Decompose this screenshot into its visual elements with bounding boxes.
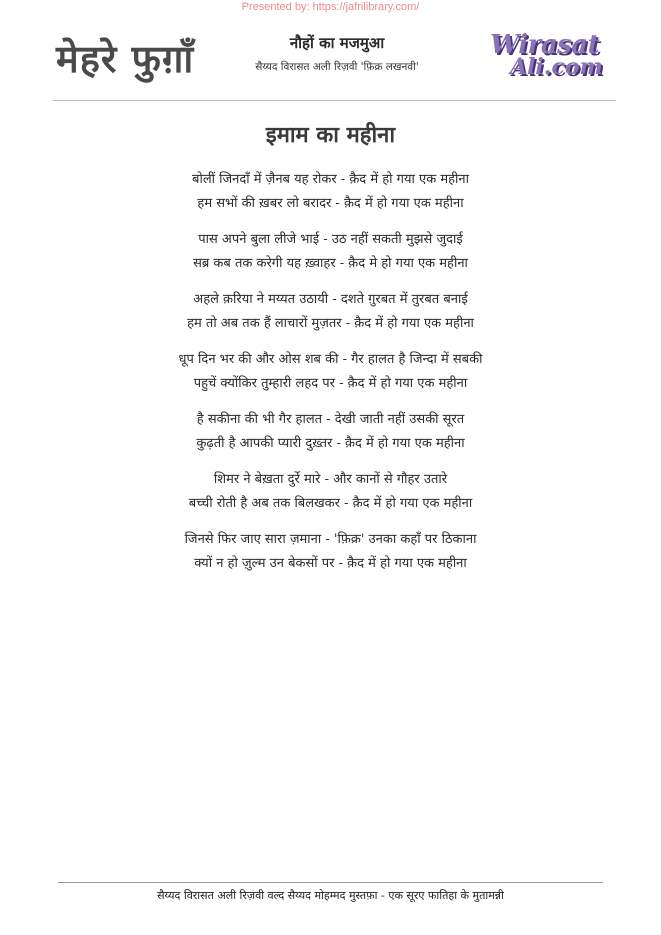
poem-body <box>0 168 661 588</box>
verse-line: बच्ची रोती है अब तक बिलखकर - क़ैद में हो गया एक महीना <box>188 496 473 511</box>
stanza <box>0 528 661 588</box>
verse-line: है सकीना की भी गैर हालत - देखी जाती नहीं उसकी सूरत <box>196 412 465 427</box>
stanza <box>0 228 661 288</box>
verse-line: जिनसे फिर जाए सारा ज़माना - 'फ़िक्र' उनका कहाँ पर ठिकाना <box>184 532 477 547</box>
collection-info <box>232 32 442 76</box>
verse-line: हम तो अब तक हैं लाचारों मुज़तर - क़ैद में हो गया एक महीना <box>187 316 474 331</box>
presented-by-watermark: Presented by: https://jafrilibrary.com/ <box>241 1 420 13</box>
logo-text-bottom: Ali.com <box>510 54 603 80</box>
stanza <box>0 348 661 408</box>
header-divider <box>53 100 616 101</box>
verse-line: कुढ़ती है आपकी प्यारी दुख़्तर - क़ैद में हो गया एक महीना <box>196 436 465 451</box>
verse-line: हम सभों की ख़बर लो बरादर - क़ैद में हो गया एक महीना <box>197 196 464 211</box>
logo-text-top: Wirasat <box>490 30 600 60</box>
footer-dedication: सैय्यद विरासत अली रिज़वी वल्द सैय्यद मोहम्मद मुस्तफ़ा - एक सूरए फातिहा के मुतामन्नी <box>157 889 504 902</box>
stanza <box>0 468 661 528</box>
verse-line: पहुचें क्योंकिर तुम्हारी लहद पर - क़ैद में हो गया एक महीना <box>193 376 468 391</box>
poet-name: सैय्यद विरासत अली रिज़वी 'फ़िक्र लखनवी' <box>255 61 419 73</box>
verse-line: शिमर ने बेख़ता दुर्रे मारे - और कानों से गौहर उतारे <box>213 472 448 487</box>
verse-line: अहले क़रिया ने मय्यत उठायी - दशते ग़ुरबत में तुरबत बनाई <box>193 292 468 307</box>
stanza <box>0 288 661 348</box>
verse-line: धूप दिन भर की और ओस शब की - गैर हालत है जिन्दा में सबकी <box>178 352 483 367</box>
collection-name: नौहों का मजमुआ <box>289 34 385 52</box>
verse-line: क्यों न हो ज़ुल्म उन बेकसों पर - क़ैद में हो गया एक महीना <box>194 556 467 571</box>
verse-line: सब्र कब तक करेगी यह ख़्वाहर - क़ैद मे हो गया एक महीना <box>193 256 468 271</box>
wirasat-ali-logo <box>490 30 612 80</box>
poem-title: इमाम का महीना <box>265 123 396 148</box>
book-title: मेहरे फुग़ाँ <box>56 37 195 81</box>
footer-divider <box>58 882 603 883</box>
stanza <box>0 408 661 468</box>
verse-line: बोलीं जिनदाँ में ज़ैनब यह रोकर - क़ैद में हो गया एक महीना <box>192 172 469 187</box>
verse-line: पास अपने बुला लीजे भाई - उठ नहीं सकती मुझसे जुदाई <box>198 232 463 247</box>
stanza <box>0 168 661 228</box>
page-header <box>56 24 612 88</box>
